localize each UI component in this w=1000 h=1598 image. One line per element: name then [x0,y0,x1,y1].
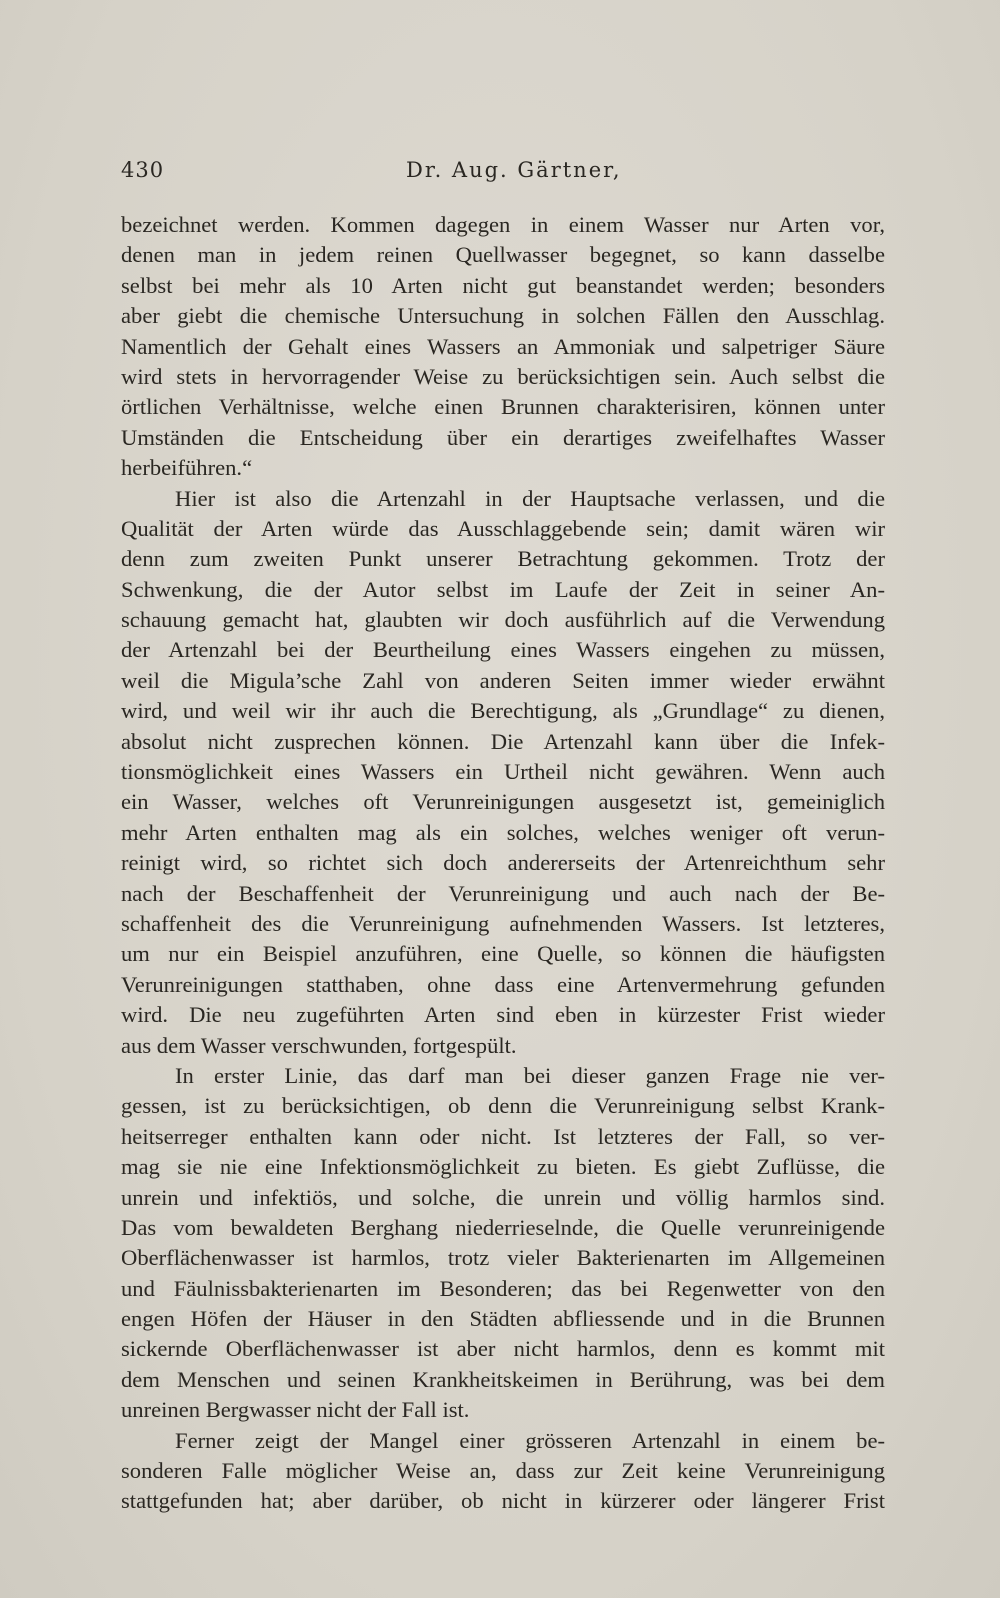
text-line: wird stets in hervorragender Weise zu berücksichtigen sein. Auch selbst die [121,363,885,389]
text-line: Umständen die Entscheidung über ein derartiges zweifelhaftes Wasser [121,424,885,450]
text-line: mehr Arten enthalten mag als ein solches, welches weniger oft verun- [121,819,885,845]
text-line: dem Menschen und seinen Krankheitskeimen in Berührung, was bei dem [121,1366,885,1392]
text-line: engen Höfen der Häuser in den Städten abfliessende und in die Brunnen [121,1306,885,1332]
text-line: nach der Beschaffenheit der Verunreinigung und auch nach der Be- [121,880,885,906]
paragraph-start-line: Hier ist also die Artenzahl in der Hauptsache verlassen, und die [175,485,885,511]
text-line: schauung gemacht hat, glaubten wir doch ausführlich auf die Verwendung [121,607,885,633]
text-line: denen man in jedem reinen Quellwasser begegnet, so kann dasselbe [121,242,885,268]
text-line: Das vom bewaldeten Berghang niederrieselnde, die Quelle verunreinigende [121,1214,885,1240]
text-line: Verunreinigungen statthaben, ohne dass eine Artenvermehrung gefunden [121,971,885,997]
paragraph-start-line: Ferner zeigt der Mangel einer grösseren Artenzahl in einem be- [175,1427,885,1453]
text-line: der Artenzahl bei der Beurtheilung eines Wassers eingehen zu müssen, [121,637,885,663]
body-text [121,210,885,1517]
text-line: aber giebt die chemische Untersuchung in solchen Fällen den Ausschlag. [121,303,885,329]
text-line: örtlichen Verhältnisse, welche einen Brunnen charakterisiren, können unter [121,394,885,420]
text-line: tionsmöglichkeit eines Wassers ein Urtheil nicht gewähren. Wenn auch [121,759,885,785]
text-line: selbst bei mehr als 10 Arten nicht gut beanstandet werden; besonders [121,272,885,298]
text-line: wird. Die neu zugeführten Arten sind eben in kürzester Frist wieder [121,1002,885,1028]
text-line: um nur ein Beispiel anzuführen, eine Quelle, so können die häufigsten [121,941,885,967]
text-line: Oberflächenwasser ist harmlos, trotz vieler Bakterienarten im Allgemeinen [121,1245,885,1271]
text-line: sickernde Oberflächenwasser ist aber nicht harmlos, denn es kommt mit [121,1336,885,1362]
text-line: weil die Migula’sche Zahl von anderen Seiten immer wieder erwähnt [121,667,885,693]
text-line: und Fäulnissbakterienarten im Besonderen; das bei Regenwetter von den [121,1275,885,1301]
text-line: Qualität der Arten würde das Ausschlaggebende sein; damit wären wir [121,515,885,541]
text-line: stattgefunden hat; aber darüber, ob nicht in kürzerer oder längerer Frist [121,1488,885,1514]
text-line: sonderen Falle möglicher Weise an, dass zur Zeit keine Verunreinigung [121,1458,885,1484]
text-line: reinigt wird, so richtet sich doch andererseits der Artenreichthum sehr [121,850,885,876]
page-header [121,158,885,188]
text-line: denn zum zweiten Punkt unserer Betrachtung gekommen. Trotz der [121,546,885,572]
text-line: herbeiführen.“ [121,455,253,481]
text-line: ein Wasser, welches oft Verunreinigungen ausgesetzt ist, gemeiniglich [121,789,885,815]
text-line: wird, und weil wir ihr auch die Berechtigung, als „Grundlage“ zu dienen, [121,698,885,724]
text-line: aus dem Wasser verschwunden, fortgespült. [121,1032,517,1058]
paragraph-start-line: In erster Linie, das darf man bei dieser ganzen Frage nie ver- [175,1062,885,1088]
text-line: Namentlich der Gehalt eines Wassers an Ammoniak und salpetriger Säure [121,333,885,359]
text-line: unreinen Bergwasser nicht der Fall ist. [121,1397,470,1423]
text-line: Schwenkung, die der Autor selbst im Laufe der Zeit in seiner An- [121,576,885,602]
text-line: mag sie nie eine Infektionsmöglichkeit zu bieten. Es giebt Zuflüsse, die [121,1154,885,1180]
text-line: heitserreger enthalten kann oder nicht. Ist letzteres der Fall, so ver- [121,1123,885,1149]
running-head: Dr. Aug. Gärtner, [406,158,622,182]
text-line: schaffenheit des die Verunreinigung aufnehmenden Wassers. Ist letzteres, [121,910,885,936]
text-line: absolut nicht zusprechen können. Die Artenzahl kann über die Infek- [121,728,885,754]
text-line: gessen, ist zu berücksichtigen, ob denn die Verunreinigung selbst Krank- [121,1093,885,1119]
page-number: 430 [121,158,165,182]
text-line: bezeichnet werden. Kommen dagegen in einem Wasser nur Arten vor, [121,212,885,237]
text-line: unrein und infektiös, und solche, die unrein und völlig harmlos sind. [121,1184,885,1210]
